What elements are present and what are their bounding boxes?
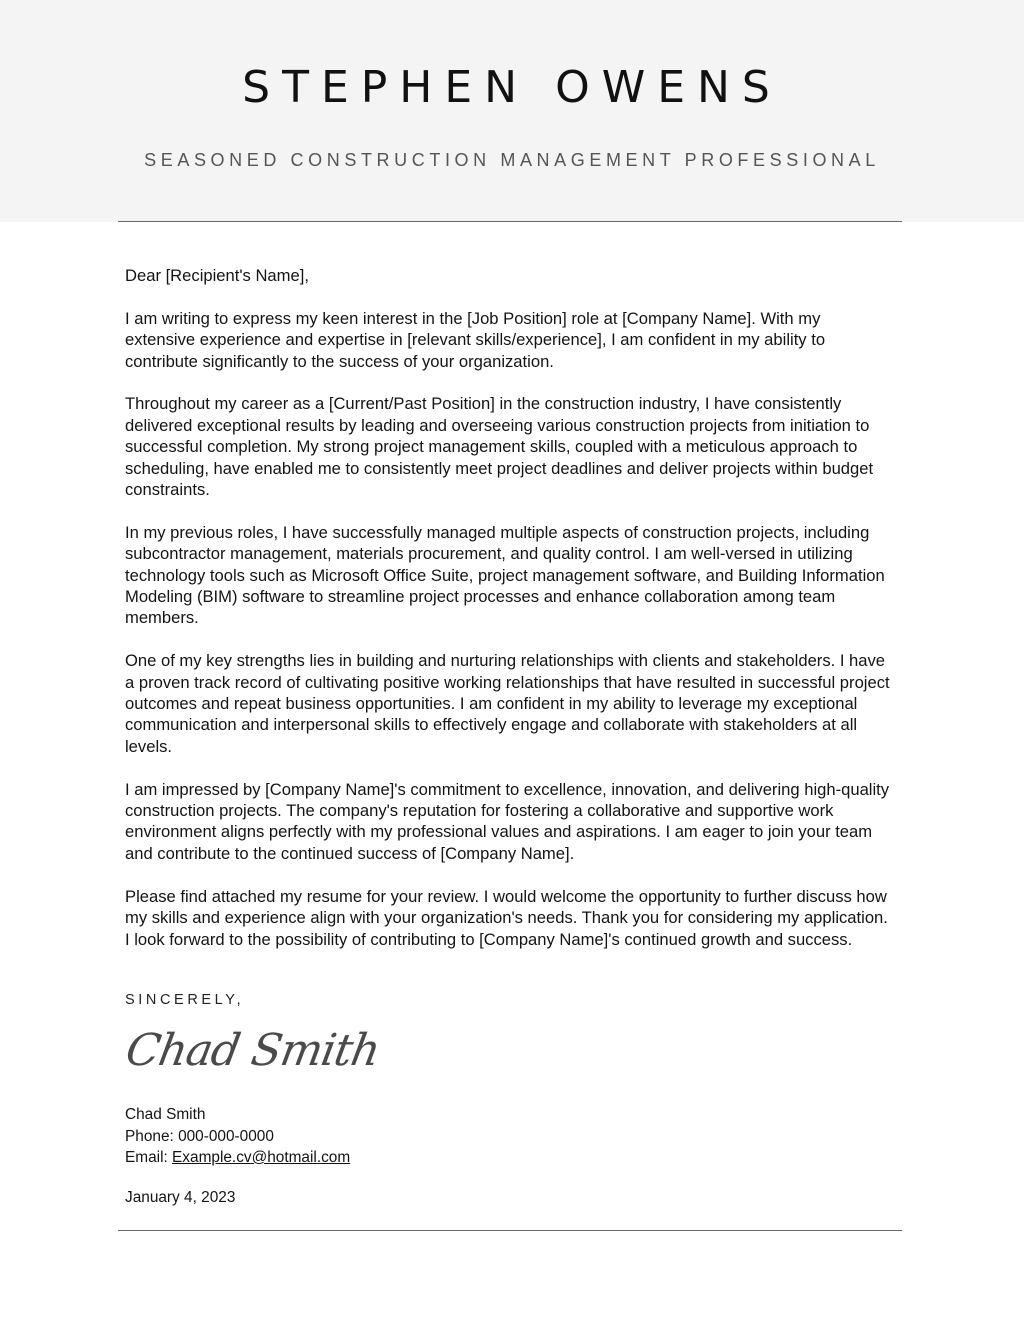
- bottom-divider: [118, 1230, 902, 1231]
- paragraph-6: Please find attached my resume for your review. I would welcome the opportunity to further discuss how my skills and experience align with your organization's needs. Thank you for considering my application. I look forward to the possibility of contributing to [Company Name]'s continued growth and success.: [125, 886, 888, 949]
- phone-value: 000-000-0000: [178, 1127, 274, 1145]
- paragraph-4: One of my key strengths lies in building and nurturing relationships with clients and stakeholders. I have a proven track record of cultivating positive working relationships that have resulted in successful project outcomes and repeat business opportunities. I am confident in my ability to leverage my exceptional communication and interpersonal skills to effectively engage and collaborate with stakeholders at all levels.: [125, 651, 890, 756]
- closing: SINCERELY,: [125, 992, 245, 1008]
- phone-label: Phone:: [125, 1127, 174, 1145]
- paragraph-2: Throughout my career as a [Current/Past Position] in the construction industry, I have consistently delivered exceptional results by leading and overseeing various construction projects from initiation to successful completion. My strong project management skills, coupled with a meticulous approach to scheduling, have enabled me to consistently meet project deadlines and deliver projects within budget constraints.: [125, 394, 874, 500]
- contact-phone-line: [125, 1126, 350, 1148]
- paragraph-3: In my previous roles, I have successfully managed multiple aspects of construction projects, including subcontractor management, materials procurement, and quality control. I am well-versed in utilizing technology tools such as Microsoft Office Suite, project management software, and Building Information Modeling (BIM) software to streamline project processes and enhance collaboration among team members.: [125, 522, 885, 628]
- letter-body: [125, 265, 895, 971]
- paragraph-5: I am impressed by [Company Name]'s commitment to excellence, innovation, and delivering high-quality construction projects. The company's reputation for fostering a collaborative and supportive work environment aligns perfectly with my professional values and aspirations. I am eager to join your team and contribute to the continued success of [Company Name].: [125, 779, 890, 863]
- contact-name: Chad Smith: [125, 1106, 206, 1123]
- top-divider: [118, 221, 902, 222]
- applicant-name: STEPHEN OWENS: [242, 62, 782, 113]
- letter-date: January 4, 2023: [125, 1189, 236, 1206]
- salutation: Dear [Recipient's Name],: [125, 266, 309, 285]
- email-label: Email:: [125, 1149, 168, 1166]
- handwritten-signature: Chad Smith: [122, 1025, 384, 1076]
- contact-email-line: [125, 1147, 350, 1169]
- email-link[interactable]: Example.cv@hotmail.com: [172, 1149, 351, 1166]
- applicant-title: SEASONED CONSTRUCTION MANAGEMENT PROFESSIONAL: [144, 150, 880, 170]
- paragraph-1: I am writing to express my keen interest in the [Job Position] role at [Company Name]. With my extensive experience and expertise in [relevant skills/experience], I am confident in my ability to contribute significantly to the success of your organization.: [125, 308, 826, 371]
- contact-block: [125, 1104, 350, 1169]
